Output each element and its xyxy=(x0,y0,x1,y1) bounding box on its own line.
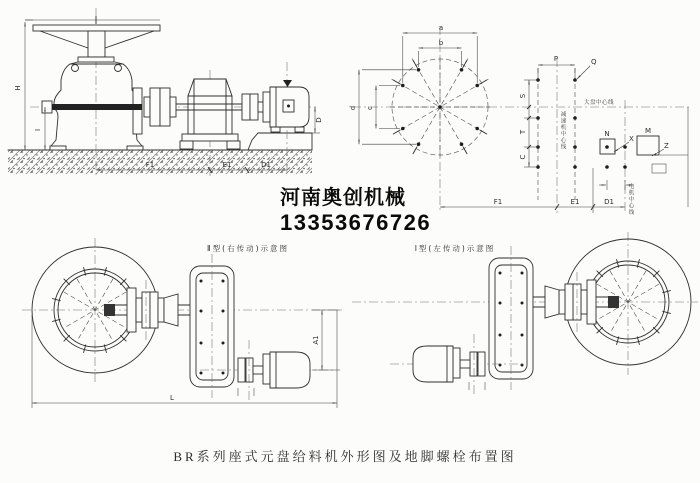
drawing-title: BR系列座式元盘给料机外形图及地脚螺栓布置图 xyxy=(173,449,517,464)
reducer-anchor-bolts xyxy=(536,78,577,169)
dim-label-n: N xyxy=(604,130,610,138)
dim-label-s: S xyxy=(519,93,527,99)
type2-plan-view xyxy=(22,238,345,408)
dim-label-a: a xyxy=(438,24,444,32)
housing-bolt-left xyxy=(72,65,79,72)
dim-label-i: I xyxy=(34,128,42,132)
type2-coupling xyxy=(136,292,178,328)
dim-label-m: M xyxy=(644,127,652,135)
motor-anchor-bolts xyxy=(605,145,627,169)
feeder-housing xyxy=(42,62,143,150)
dim-label-d1-side: D1 xyxy=(261,161,271,169)
type1-motor-coupling xyxy=(460,352,485,376)
motor-mound xyxy=(248,133,312,150)
note-disc-centerline: 大盘中心线 xyxy=(584,100,615,106)
feeder-disc xyxy=(33,25,160,31)
dim-label-b: b xyxy=(438,39,444,47)
dim-label-f1-plan: F1 xyxy=(493,198,503,206)
dim-label-p: P xyxy=(553,55,559,63)
type1-coupling xyxy=(545,284,587,320)
dim-label-c2: C xyxy=(519,154,527,160)
dim-label-d-plan: d xyxy=(349,105,357,111)
housing-bolt-right xyxy=(115,65,122,72)
type1-motor xyxy=(413,346,460,382)
dim-label-q: Q xyxy=(591,58,597,66)
dim-label-d1-plan: D1 xyxy=(604,198,614,206)
dim-label-h: H xyxy=(14,85,22,91)
coupling-motor xyxy=(242,94,264,120)
motor-side xyxy=(263,80,309,132)
type1-plan-view xyxy=(352,232,698,394)
caption-type2: Ⅱ型(右传动)示意图 xyxy=(206,244,290,253)
watermark xyxy=(280,181,431,236)
caption-type1: Ⅰ型(左传动)示意图 xyxy=(414,244,496,253)
watermark-company: 河南奥创机械 xyxy=(280,187,406,209)
dim-label-e1-side: E1 xyxy=(222,161,232,169)
anchor-pocket-m xyxy=(637,136,659,155)
main-shaft xyxy=(52,104,142,110)
disc-column xyxy=(88,31,105,57)
dim-label-e1-plan: E1 xyxy=(570,198,580,206)
note-reducer-centerline: 减速机中心线 xyxy=(559,111,566,150)
type2-hub xyxy=(104,304,115,316)
side-elevation-view xyxy=(8,8,323,178)
lift-marker-icon xyxy=(283,80,292,87)
note-box xyxy=(652,164,666,173)
gearbox-side xyxy=(180,79,240,149)
watermark-phone: 13353676726 xyxy=(280,210,432,235)
note-motor-centerline: 电机中心线 xyxy=(627,183,634,216)
type1-hub xyxy=(608,296,619,308)
dim-label-x: X xyxy=(629,135,634,143)
dim-label-z: Z xyxy=(664,142,669,150)
dim-label-d: D xyxy=(315,117,323,123)
dim-label-f1-side: F1 xyxy=(145,161,155,169)
dim-label-c: c xyxy=(366,106,374,110)
type2-motor-coupling xyxy=(238,358,263,382)
type2-motor xyxy=(263,352,310,388)
coupling-input xyxy=(144,88,176,126)
dim-label-t: T xyxy=(519,129,527,135)
shaft-stub xyxy=(42,101,52,113)
dim-label-a1: A1 xyxy=(312,335,320,345)
dim-label-l: L xyxy=(170,394,174,402)
